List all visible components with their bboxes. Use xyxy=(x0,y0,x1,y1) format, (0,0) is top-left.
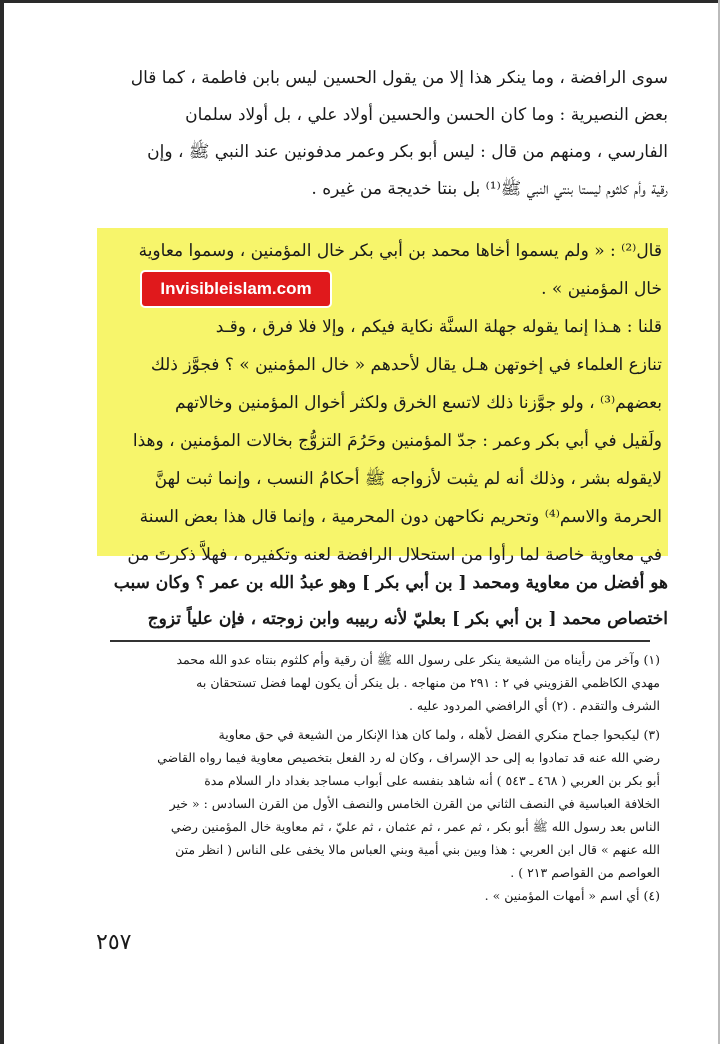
footnotes xyxy=(92,648,660,907)
footnote-line: الله عنهم » قال ابن العربي : هذا وبين بني أمية وبني العباس مالا يخفى على الناس ( انظر متن xyxy=(175,842,660,857)
highlighted-line: خال المؤمنين » . xyxy=(541,279,662,299)
highlighted-line: لايقوله بشر ، وذلك أنه لم يثبت لأزواجه ﷺ أحكامُ النسب ، وإنما ثبت لهنَّ xyxy=(154,469,662,489)
footnote-line: أبو بكر بن العربي ( ٤٦٨ ـ ٥٤٣ ) أنه شاهد بنفسه على أبواب مساجد بغداد دار السلام مدة xyxy=(204,773,660,788)
body-line: سوى الرافضة ، وما ينكر هذا إلا من يقول الحسين ليس بابن فاطمة ، كما قال xyxy=(130,68,668,88)
highlighted-line: ولَقيل في أبي بكر وعمر : جدّ المؤمنين وحَرُمَ التزوُّج بخالات المؤمنين ، وهذا xyxy=(132,431,662,451)
footnote-line: (٣) ليكبحوا جماح منكري الفضل لأهله ، ولما كان هذا الإنكار من الشيعة في حق معاوية xyxy=(218,727,660,742)
continuation-line: هو أفضل من معاوية ومحمد [ بن أبي بكر ] وهو عبدُ الله بن عمر ؟ وكان سبب xyxy=(113,573,668,593)
highlighted-line: الحرمة والاسم⁽⁴⁾ وتحريم نكاحهن دون المحرمية ، وإنما قال هذا بعض السنة xyxy=(139,507,662,527)
page-top-edge xyxy=(0,0,720,3)
footnote-line: مهدي الكاظمي القزويني في ٢ : ٢٩١ من منهاجه . بل ينكر أن يكون لهما فضل تستحقان به xyxy=(196,675,660,690)
body-text xyxy=(90,60,668,208)
footnote-line: (١) وآخر من رأيناه من الشيعة ينكر على رسول الله ﷺ أن رقية وأم كلثوم بنتاه عدو الله محمد xyxy=(176,652,660,667)
continuation-line: اختصاص محمد [ بن أبي بكر ] بعليّ لأنه ربيبه وابن زوجته ، فإن علياً تزوج xyxy=(147,609,668,629)
body-line: بعض النصيرية : وما كان الحسن والحسين أولاد علي ، بل أولاد سلمان xyxy=(185,105,668,125)
footnote-line: الخلافة العباسية في النصف الثاني من القرن الخامس والنصف الأول من القرن السادس : « خير xyxy=(169,796,660,811)
continuation-text xyxy=(90,565,668,637)
footnote-line: رضي الله عنه قد تمادوا به إلى حد الإسراف ، وكان له رد الفعل بتخصيص معاوية فيما رواه القاضي xyxy=(157,750,660,765)
body-line: الفارسي ، ومنهم من قال : ليس أبو بكر وعمر مدفونين عند النبي ﷺ ، وإن xyxy=(147,142,668,162)
page-left-edge xyxy=(0,0,4,1044)
highlighted-line: قلنا : هـذا إنما يقوله جهلة السنَّة نكاية فيكم ، وإلا فلا فرق ، وقـد xyxy=(215,317,662,337)
footnote-line: الشرف والتقدم . (٢) أي الرافضي المردود عليه . xyxy=(408,698,660,713)
highlighted-line: في معاوية خاصة لما رأوا من استحلال الرافضة لعنه وتكفيره ، فهلاَّ ذكرتَ من xyxy=(127,545,662,565)
highlighted-line: بعضهم⁽³⁾ ، ولو جوَّزنا ذلك لاتسع الخرق ولكثر أخوال المؤمنين وخالاتهم xyxy=(175,393,662,413)
body-line: رقية وأم كلثوم ليستا بنتي النبي ﷺ⁽¹⁾ بل بنتا خديجة من غيره . xyxy=(311,179,668,199)
watermark-badge: Invisibleislam.com xyxy=(142,272,330,306)
footnote-divider xyxy=(110,640,650,642)
highlighted-line: تنازع العلماء في إخوتهن هـل يقال لأحدهم « خال المؤمنين » ؟ فجوَّز ذلك xyxy=(150,355,662,375)
highlighted-line: قال⁽²⁾ : « ولم يسموا أخاها محمد بن أبي بكر خال المؤمنين ، وسموا معاوية xyxy=(138,241,662,261)
footnote-line: العواصم من القواصم ٢١٣ ) . xyxy=(510,865,660,880)
footnote-line: (٤) أي اسم « أمهات المؤمنين » . xyxy=(484,888,660,903)
page-number: ٢٥٧ xyxy=(96,930,132,955)
footnote-line: الناس بعد رسول الله ﷺ أبو بكر ، ثم عمر ، ثم عثمان ، ثم عليّ ، ثم معاوية خال المؤمنين رضي xyxy=(170,819,660,834)
